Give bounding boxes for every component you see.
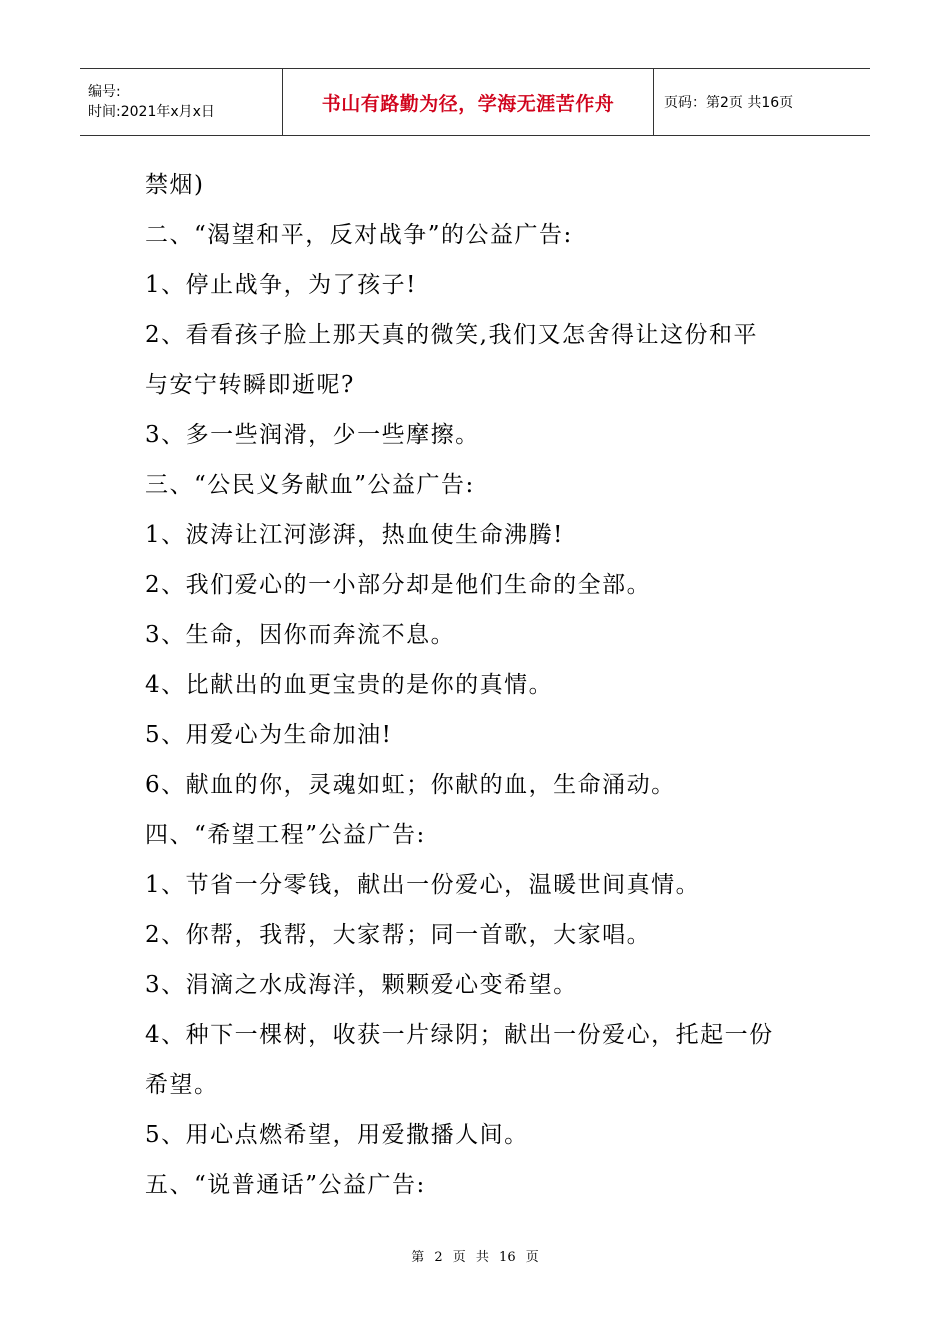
body-line: 4、比献出的血更宝贵的是你的真情。 [145,672,554,698]
body-line: 5、用心点燃希望，用爱撒播人间。 [145,1122,529,1148]
body-line: 禁烟) [145,172,205,198]
body-line: 2、我们爱心的一小部分却是他们生命的全部。 [145,572,652,598]
header-meta [80,69,283,135]
body-line: 2、看看孩子脸上那天真的微笑,我们又怎舍得让这份和平 [145,322,758,348]
body-line: 1、波涛让江河澎湃，热血使生命沸腾! [145,522,564,548]
document-time-label: 时间:2021年x月x日 [88,104,215,120]
body-line: 与安宁转瞬即逝呢? [145,372,355,398]
page-footer: 第 2 页 共 16 页 [411,1250,539,1265]
body-line: 希望。 [145,1072,219,1098]
section-heading: 五、“说普通话”公益广告: [145,1172,426,1198]
document-body [145,160,825,1210]
body-line: 2、你帮，我帮，大家帮；同一首歌，大家唱。 [145,922,652,948]
body-line: 3、生命，因你而奔流不息。 [145,622,456,648]
section-heading: 三、“公民义务献血”公益广告: [145,472,475,498]
body-line: 3、涓滴之水成海洋，颗颗爱心变希望。 [145,972,578,998]
document-number-label: 编号: [88,84,121,100]
body-line: 1、节省一分零钱，献出一份爱心，温暖世间真情。 [145,872,701,898]
body-line: 4、种下一棵树，收获一片绿阴；献出一份爱心，托起一份 [145,1022,774,1048]
header-page-info: 页码：第2页 共16页 [664,95,794,111]
header-motto-cell [283,69,654,135]
header-motto: 书山有路勤为径，学海无涯苦作舟 [321,92,615,115]
body-line: 6、献血的你，灵魂如虹；你献的血，生命涌动。 [145,772,676,798]
section-heading: 二、“渴望和平，反对战争”的公益广告: [145,222,573,248]
body-line: 3、多一些润滑，少一些摩擦。 [145,422,480,448]
section-heading: 四、“希望工程”公益广告: [145,822,426,848]
header-page-cell [654,69,870,135]
body-line: 5、用爱心为生命加油! [145,722,393,748]
body-line: 1、停止战争，为了孩子! [145,272,417,298]
header-table [80,68,870,136]
